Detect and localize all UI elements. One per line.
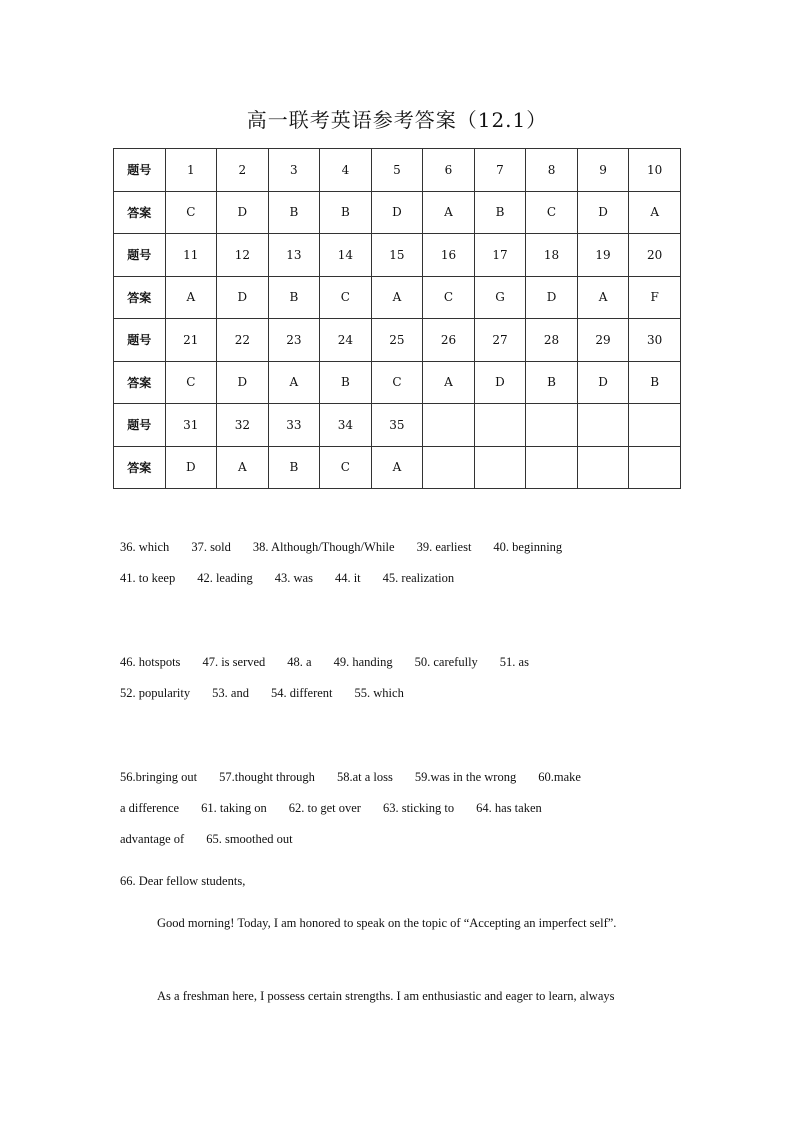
answer-item: 54. different	[270, 686, 333, 700]
answer-letter	[629, 446, 681, 489]
answers-52-55	[120, 686, 426, 701]
question-number: 6	[423, 149, 475, 192]
question-number: 35	[371, 404, 423, 447]
row-header-question: 题号	[114, 234, 166, 277]
answer-letter: A	[577, 276, 629, 319]
answer-letter: A	[217, 446, 269, 489]
answer-item: 45. realization	[382, 571, 455, 585]
answer-item: 40. beginning	[493, 540, 563, 554]
answer-letter: B	[268, 191, 320, 234]
answer-letter: A	[371, 276, 423, 319]
answer-row	[114, 191, 681, 234]
answer-letter: C	[165, 191, 217, 234]
question-number: 1	[165, 149, 217, 192]
question-number: 2	[217, 149, 269, 192]
page-title: 高一联考英语参考答案（12.1）	[246, 108, 548, 132]
answer-item: 63. sticking to	[382, 801, 455, 815]
question-number: 19	[577, 234, 629, 277]
answer-row	[114, 276, 681, 319]
question-number: 24	[320, 319, 372, 362]
answer-letter: B	[268, 276, 320, 319]
row-header-answer: 答案	[114, 276, 166, 319]
answer-letter: D	[526, 276, 578, 319]
answer-item: 53. and	[212, 686, 249, 700]
row-header-question: 题号	[114, 404, 166, 447]
question-number: 32	[217, 404, 269, 447]
question-row	[114, 234, 681, 277]
answer-letter: F	[629, 276, 681, 319]
answer-item: 37. sold	[191, 540, 231, 554]
answer-letter: C	[320, 276, 372, 319]
question-number	[474, 404, 526, 447]
answer-letter: G	[474, 276, 526, 319]
question-number	[526, 404, 578, 447]
question-row	[114, 404, 681, 447]
answer-item: 38. Although/Though/While	[252, 540, 395, 554]
answers-56-60	[120, 770, 603, 785]
question-number: 15	[371, 234, 423, 277]
question-number: 3	[268, 149, 320, 192]
row-header-answer: 答案	[114, 191, 166, 234]
answers-36-40	[120, 540, 584, 555]
row-header-question: 题号	[114, 149, 166, 192]
answer-item: 36. which	[120, 540, 170, 554]
question-number: 12	[217, 234, 269, 277]
question-number	[423, 404, 475, 447]
row-header-answer: 答案	[114, 361, 166, 404]
question-number: 8	[526, 149, 578, 192]
answer-letter: D	[217, 276, 269, 319]
answer-letter: D	[371, 191, 423, 234]
question-number: 22	[217, 319, 269, 362]
question-number: 7	[474, 149, 526, 192]
answer-letter: D	[217, 361, 269, 404]
answer-letter: A	[165, 276, 217, 319]
answer-item: 57.thought through	[219, 770, 315, 784]
answer-row	[114, 446, 681, 489]
question-number: 26	[423, 319, 475, 362]
question-number: 29	[577, 319, 629, 362]
answer-letter	[577, 446, 629, 489]
answer-letter: B	[268, 446, 320, 489]
question-number: 34	[320, 404, 372, 447]
answer-item: advantage of	[120, 832, 185, 846]
question-number: 21	[165, 319, 217, 362]
essay-salutation: 66. Dear fellow students,	[120, 874, 246, 888]
answer-letter: D	[165, 446, 217, 489]
answer-letter: A	[423, 361, 475, 404]
question-number	[577, 404, 629, 447]
answer-item: 42. leading	[197, 571, 253, 585]
question-number: 18	[526, 234, 578, 277]
answer-letter	[423, 446, 475, 489]
answer-item: 51. as	[499, 655, 529, 669]
answer-item: 50. carefully	[414, 655, 478, 669]
row-header-question: 题号	[114, 319, 166, 362]
question-number: 27	[474, 319, 526, 362]
answer-letter: A	[371, 446, 423, 489]
answer-letter	[474, 446, 526, 489]
answer-letter: B	[320, 361, 372, 404]
answer-letter: B	[526, 361, 578, 404]
answer-item: 49. handing	[333, 655, 393, 669]
question-number: 31	[165, 404, 217, 447]
answer-item: 60.make	[538, 770, 581, 784]
answers-60-64	[120, 801, 564, 816]
question-number: 23	[268, 319, 320, 362]
answer-letter: C	[371, 361, 423, 404]
answer-item: 58.at a loss	[336, 770, 393, 784]
question-number: 30	[629, 319, 681, 362]
answer-letter: B	[320, 191, 372, 234]
question-number: 5	[371, 149, 423, 192]
answer-item: 52. popularity	[120, 686, 191, 700]
question-number: 17	[474, 234, 526, 277]
question-number: 20	[629, 234, 681, 277]
answer-item: a difference	[120, 801, 180, 815]
row-header-answer: 答案	[114, 446, 166, 489]
question-number: 28	[526, 319, 578, 362]
answer-letter: B	[629, 361, 681, 404]
question-number	[629, 404, 681, 447]
answer-item: 59.was in the wrong	[414, 770, 517, 784]
essay-paragraph-1: Good morning! Today, I am honored to speak on the topic of “Accepting an imperfect self”.	[157, 916, 617, 930]
question-number: 13	[268, 234, 320, 277]
answer-item: 65. smoothed out	[206, 832, 293, 846]
question-number: 16	[423, 234, 475, 277]
answers-64-65	[120, 832, 315, 847]
question-number: 10	[629, 149, 681, 192]
question-row	[114, 319, 681, 362]
answer-letter: C	[526, 191, 578, 234]
answer-item: 56.bringing out	[120, 770, 198, 784]
answer-letter: D	[217, 191, 269, 234]
answer-letter: D	[577, 361, 629, 404]
answer-letter: A	[268, 361, 320, 404]
answer-item: 47. is served	[202, 655, 266, 669]
answer-letter: A	[423, 191, 475, 234]
question-number: 33	[268, 404, 320, 447]
answer-item: 48. a	[287, 655, 312, 669]
answer-item: 43. was	[274, 571, 313, 585]
answer-item: 64. has taken	[476, 801, 542, 815]
question-number: 25	[371, 319, 423, 362]
answer-row	[114, 361, 681, 404]
question-number: 4	[320, 149, 372, 192]
question-number: 9	[577, 149, 629, 192]
answer-letter: C	[165, 361, 217, 404]
answer-item: 61. taking on	[201, 801, 267, 815]
question-row	[114, 149, 681, 192]
essay-paragraph-2: As a freshman here, I possess certain strengths. I am enthusiastic and eager to learn, always	[157, 989, 615, 1003]
answer-letter	[526, 446, 578, 489]
answer-letter: D	[474, 361, 526, 404]
answer-letter: A	[629, 191, 681, 234]
answer-item: 39. earliest	[416, 540, 472, 554]
answers-41-45	[120, 571, 476, 586]
answer-letter: D	[577, 191, 629, 234]
answer-item: 62. to get over	[288, 801, 361, 815]
answer-item: 55. which	[354, 686, 404, 700]
answer-item: 41. to keep	[120, 571, 176, 585]
answer-table	[113, 148, 681, 489]
answer-item: 44. it	[334, 571, 361, 585]
answer-letter: B	[474, 191, 526, 234]
answer-item: 46. hotspots	[120, 655, 181, 669]
question-number: 14	[320, 234, 372, 277]
answer-letter: C	[423, 276, 475, 319]
question-number: 11	[165, 234, 217, 277]
answer-letter: C	[320, 446, 372, 489]
answers-46-51	[120, 655, 551, 670]
